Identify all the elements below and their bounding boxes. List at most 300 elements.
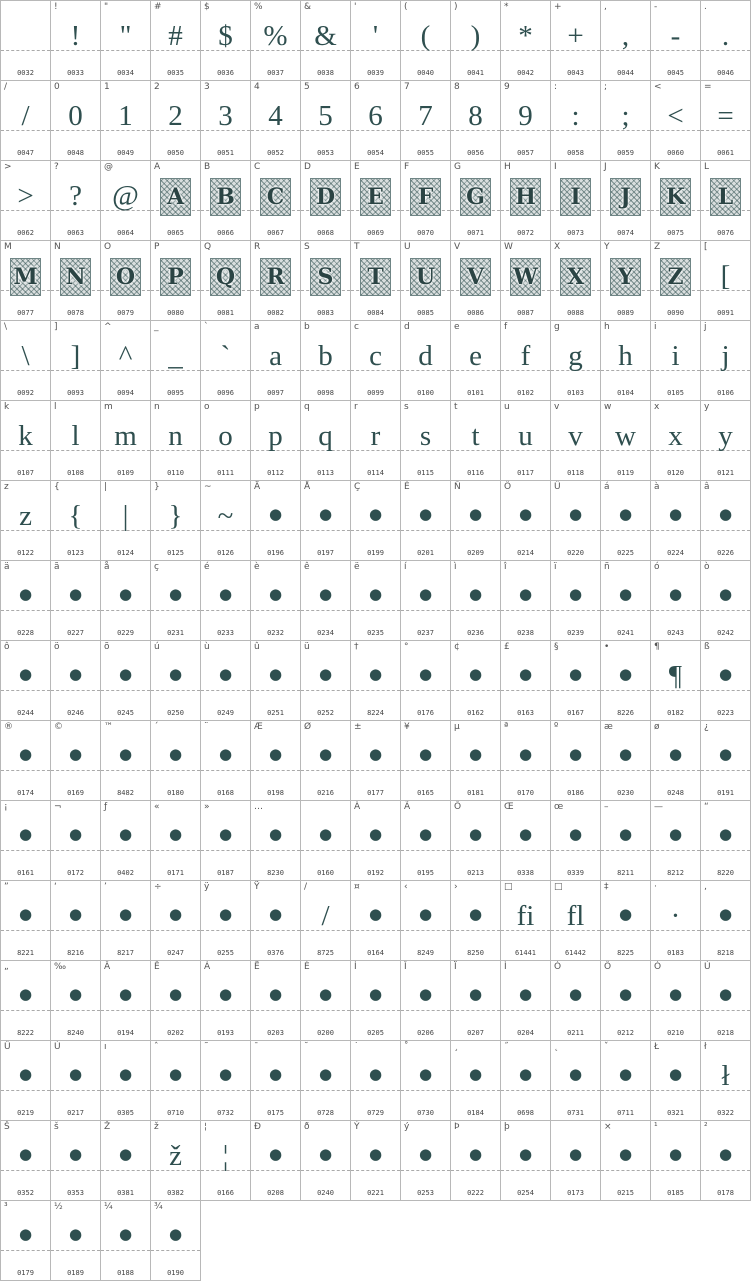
missing-glyph-dot: ● xyxy=(18,1065,33,1083)
glyph-key-label: £ xyxy=(504,642,510,652)
glyph-cell xyxy=(651,721,701,801)
glyph-key-label: □ xyxy=(554,882,563,892)
glyph-code: 8249 xyxy=(417,949,434,957)
glyph-key-label: Ð xyxy=(254,1122,261,1132)
baseline-guide xyxy=(1,850,50,851)
missing-glyph-dot: ● xyxy=(418,585,433,603)
glyph-code: 0105 xyxy=(667,389,684,397)
baseline-guide xyxy=(351,530,400,531)
glyph-cell xyxy=(601,641,651,721)
glyph-code: 0238 xyxy=(517,629,534,637)
glyph-sample: fl xyxy=(566,900,585,932)
glyph-cell xyxy=(551,801,601,881)
glyph-cell xyxy=(51,1,101,81)
glyph-code: 0116 xyxy=(467,469,484,477)
glyph-code: 0095 xyxy=(167,389,184,397)
glyph-code: 0069 xyxy=(367,229,384,237)
decorative-capital-glyph: Y xyxy=(610,258,641,296)
glyph-code: 0078 xyxy=(67,309,84,317)
missing-glyph-dot: ● xyxy=(518,745,533,763)
baseline-guide xyxy=(551,610,600,611)
glyph-key-label: ’ xyxy=(104,882,107,892)
glyph-key-label: ¿ xyxy=(704,722,709,732)
missing-glyph-dot: ● xyxy=(468,985,483,1003)
glyph-code: 0040 xyxy=(417,69,434,77)
glyph-code: 8226 xyxy=(617,709,634,717)
baseline-guide xyxy=(651,530,700,531)
glyph-key-label: 6 xyxy=(354,82,360,92)
missing-glyph-dot: ● xyxy=(568,1065,583,1083)
glyph-cell xyxy=(651,161,701,241)
glyph-cell xyxy=(451,1041,501,1121)
missing-glyph-dot: ● xyxy=(18,585,33,603)
missing-glyph-dot: ● xyxy=(718,905,733,923)
glyph-cell xyxy=(151,81,201,161)
glyph-sample: p xyxy=(268,420,283,452)
missing-glyph-dot: ● xyxy=(18,665,33,683)
glyph-cell xyxy=(651,1,701,81)
glyph-cell xyxy=(401,1121,451,1201)
baseline-guide xyxy=(1,1010,50,1011)
glyph-code: 0175 xyxy=(267,1109,284,1117)
glyph-cell xyxy=(701,81,751,161)
glyph-code: 8230 xyxy=(267,869,284,877)
glyph-code: 0181 xyxy=(467,789,484,797)
glyph-cell xyxy=(201,1,251,81)
glyph-key-label: • xyxy=(604,642,610,652)
baseline-guide xyxy=(401,770,450,771)
glyph-cell xyxy=(51,321,101,401)
missing-glyph-dot: ● xyxy=(118,1065,133,1083)
glyph-code: 0037 xyxy=(267,69,284,77)
glyph-cell xyxy=(601,241,651,321)
missing-glyph-dot: ● xyxy=(668,1065,683,1083)
glyph-cell xyxy=(251,321,301,401)
glyph-cell xyxy=(351,241,401,321)
glyph-cell xyxy=(251,1121,301,1201)
glyph-cell xyxy=(251,881,301,961)
decorative-capital-glyph: M xyxy=(10,258,41,296)
glyph-sample: & xyxy=(314,20,337,52)
glyph-key-label: Ë xyxy=(254,962,260,972)
baseline-guide xyxy=(601,930,650,931)
glyph-cell xyxy=(1,641,51,721)
decorative-capital-glyph: W xyxy=(510,258,541,296)
glyph-key-label: M xyxy=(4,242,12,252)
glyph-code: 0075 xyxy=(667,229,684,237)
baseline-guide xyxy=(1,1250,50,1251)
glyph-code: 8240 xyxy=(67,1029,84,1037)
glyph-key-label: s xyxy=(404,402,409,412)
glyph-code: 0711 xyxy=(617,1109,634,1117)
glyph-cell xyxy=(451,961,501,1041)
missing-glyph-dot: ● xyxy=(268,825,283,843)
glyph-code: 0114 xyxy=(367,469,384,477)
glyph-key-label: P xyxy=(154,242,160,252)
glyph-key-label: ð xyxy=(304,1122,310,1132)
missing-glyph-dot: ● xyxy=(318,985,333,1003)
glyph-key-label: Ï xyxy=(454,962,457,972)
glyph-code: 0382 xyxy=(167,1189,184,1197)
glyph-key-label: q xyxy=(304,402,310,412)
glyph-key-label: | xyxy=(104,482,108,492)
glyph-cell xyxy=(101,401,151,481)
glyph-key-label: 3 xyxy=(204,82,210,92)
glyph-code: 0065 xyxy=(167,229,184,237)
glyph-key-label: ž xyxy=(154,1122,159,1132)
glyph-cell xyxy=(651,401,701,481)
decorative-capital-glyph: P xyxy=(160,258,191,296)
baseline-guide xyxy=(351,850,400,851)
glyph-cell xyxy=(401,1041,451,1121)
glyph-cell xyxy=(651,1041,701,1121)
glyph-cell xyxy=(601,81,651,161)
glyph-code: 0728 xyxy=(317,1109,334,1117)
glyph-code: 0253 xyxy=(417,1189,434,1197)
glyph-code: 0049 xyxy=(117,149,134,157)
glyph-key-label: u xyxy=(504,402,510,412)
glyph-code: 0168 xyxy=(217,789,234,797)
glyph-cell xyxy=(551,81,601,161)
glyph-key-label: V xyxy=(454,242,461,252)
glyph-code: 0098 xyxy=(317,389,334,397)
glyph-key-label: × xyxy=(604,1122,612,1132)
glyph-cell xyxy=(301,561,351,641)
glyph-key-label: õ xyxy=(104,642,110,652)
glyph-sample: ! xyxy=(70,20,81,52)
glyph-key-label: „ xyxy=(4,962,9,972)
glyph-cell xyxy=(651,801,701,881)
glyph-sample: fi xyxy=(516,900,535,932)
glyph-key-label: è xyxy=(254,562,260,572)
glyph-key-label: ˇ xyxy=(604,1042,609,1052)
glyph-key-label: ¶ xyxy=(654,642,660,652)
glyph-key-label: ¼ xyxy=(104,1202,113,1212)
glyph-cell xyxy=(201,961,251,1041)
glyph-cell xyxy=(301,1121,351,1201)
glyph-cell xyxy=(301,401,351,481)
glyph-cell xyxy=(101,81,151,161)
glyph-key-label: n xyxy=(154,402,160,412)
glyph-key-label: Å xyxy=(304,482,311,492)
missing-glyph-dot: ● xyxy=(268,1065,283,1083)
glyph-key-label: e xyxy=(454,322,460,332)
decorative-capital-glyph: N xyxy=(60,258,91,296)
glyph-code: 0125 xyxy=(167,549,184,557)
baseline-guide xyxy=(701,690,750,691)
glyph-cell xyxy=(401,801,451,881)
glyph-cell xyxy=(201,881,251,961)
baseline-guide xyxy=(101,1250,150,1251)
glyph-cell xyxy=(151,1121,201,1201)
baseline-guide xyxy=(501,1170,550,1171)
glyph-key-label: % xyxy=(254,2,263,12)
glyph-code: 0080 xyxy=(167,309,184,317)
baseline-guide xyxy=(251,690,300,691)
glyph-code: 0322 xyxy=(717,1109,734,1117)
missing-glyph-dot: ● xyxy=(218,825,233,843)
glyph-sample: . xyxy=(721,20,730,52)
missing-glyph-dot: ● xyxy=(718,1145,733,1163)
glyph-sample: · xyxy=(670,900,681,932)
glyph-code: 0710 xyxy=(167,1109,184,1117)
glyph-code: 0166 xyxy=(217,1189,234,1197)
glyph-sample: : xyxy=(571,100,580,132)
glyph-cell xyxy=(601,881,651,961)
glyph-cell xyxy=(251,401,301,481)
baseline-guide xyxy=(151,930,200,931)
glyph-cell xyxy=(101,1121,151,1201)
glyph-cell xyxy=(551,1,601,81)
glyph-cell xyxy=(401,81,451,161)
missing-glyph-dot: ● xyxy=(468,745,483,763)
glyph-cell xyxy=(701,1121,751,1201)
glyph-key-label: z xyxy=(4,482,9,492)
glyph-key-label: ° xyxy=(404,642,409,652)
missing-glyph-dot: ● xyxy=(468,505,483,523)
glyph-cell xyxy=(151,1041,201,1121)
glyph-key-label: – xyxy=(604,802,609,812)
glyph-key-label: › xyxy=(454,882,458,892)
glyph-key-label: Ö xyxy=(504,482,512,492)
glyph-code: 61441 xyxy=(514,949,537,957)
glyph-key-label: 7 xyxy=(404,82,410,92)
glyph-code: 0123 xyxy=(67,549,84,557)
glyph-key-label: Ü xyxy=(554,482,561,492)
missing-glyph-dot: ● xyxy=(618,985,633,1003)
glyph-cell xyxy=(551,1041,601,1121)
missing-glyph-dot: ● xyxy=(268,745,283,763)
glyph-sample: " xyxy=(119,20,132,52)
glyph-key-label: L xyxy=(704,162,710,172)
glyph-cell xyxy=(401,1,451,81)
missing-glyph-dot: ● xyxy=(318,585,333,603)
glyph-key-label: û xyxy=(254,642,260,652)
glyph-key-label: ¹ xyxy=(654,1122,658,1132)
missing-glyph-dot: ● xyxy=(218,665,233,683)
glyph-key-label: w xyxy=(604,402,612,412)
glyph-cell xyxy=(351,881,401,961)
decorative-capital-glyph: Q xyxy=(210,258,241,296)
glyph-code: 0089 xyxy=(617,309,634,317)
glyph-key-label: b xyxy=(304,322,310,332)
glyph-key-label: é xyxy=(204,562,210,572)
baseline-guide xyxy=(651,850,700,851)
glyph-cell xyxy=(101,881,151,961)
glyph-key-label: Þ xyxy=(454,1122,460,1132)
missing-glyph-dot: ● xyxy=(718,825,733,843)
glyph-cell xyxy=(651,561,701,641)
glyph-key-label: - xyxy=(654,2,658,12)
glyph-sample: l xyxy=(71,420,80,452)
glyph-key-label: ˚ xyxy=(404,1042,409,1052)
glyph-cell xyxy=(701,961,751,1041)
glyph-key-label: ¡ xyxy=(4,802,8,812)
glyph-code: 0240 xyxy=(317,1189,334,1197)
missing-glyph-dot: ● xyxy=(418,905,433,923)
glyph-code: 8225 xyxy=(617,949,634,957)
missing-glyph-dot: ● xyxy=(318,665,333,683)
glyph-key-label: ¾ xyxy=(154,1202,163,1212)
missing-glyph-dot: ● xyxy=(568,665,583,683)
glyph-cell xyxy=(651,241,701,321)
missing-glyph-dot: ● xyxy=(668,505,683,523)
glyph-sample: 9 xyxy=(518,100,533,132)
missing-glyph-dot: ● xyxy=(618,505,633,523)
glyph-cell xyxy=(1,721,51,801)
glyph-cell xyxy=(601,1,651,81)
glyph-key-label: = xyxy=(704,82,712,92)
glyph-key-label: ± xyxy=(354,722,362,732)
glyph-key-label: º xyxy=(554,722,559,732)
glyph-cell xyxy=(301,801,351,881)
baseline-guide xyxy=(701,1010,750,1011)
glyph-key-label: ç xyxy=(154,562,159,572)
glyph-key-label: Œ xyxy=(504,802,514,812)
missing-glyph-dot: ● xyxy=(68,585,83,603)
missing-glyph-dot: ● xyxy=(368,825,383,843)
glyph-code: 8222 xyxy=(17,1029,34,1037)
glyph-key-label: o xyxy=(204,402,210,412)
glyph-sample: > xyxy=(17,180,34,212)
glyph-key-label: Ú xyxy=(704,962,711,972)
glyph-cell xyxy=(151,641,201,721)
missing-glyph-dot: ● xyxy=(468,585,483,603)
glyph-code: 0729 xyxy=(367,1109,384,1117)
missing-glyph-dot: ● xyxy=(118,905,133,923)
glyph-key-label: ó xyxy=(654,562,660,572)
glyph-code: 0231 xyxy=(167,629,184,637)
baseline-guide xyxy=(151,690,200,691)
glyph-cell xyxy=(501,241,551,321)
glyph-key-label: À xyxy=(354,802,361,812)
glyph-key-label: ı xyxy=(104,1042,107,1052)
baseline-guide xyxy=(351,1090,400,1091)
baseline-guide xyxy=(201,610,250,611)
glyph-sample: x xyxy=(668,420,683,452)
glyph-cell xyxy=(351,81,401,161)
missing-glyph-dot: ● xyxy=(668,745,683,763)
glyph-key-label: U xyxy=(404,242,411,252)
missing-glyph-dot: ● xyxy=(568,985,583,1003)
glyph-sample: { xyxy=(68,500,83,532)
glyph-code: 0096 xyxy=(217,389,234,397)
glyph-code: 0189 xyxy=(67,1269,84,1277)
glyph-key-label: ë xyxy=(354,562,360,572)
glyph-key-label: ‚ xyxy=(704,882,707,892)
glyph-code: 0072 xyxy=(517,229,534,237)
missing-glyph-dot: ● xyxy=(268,985,283,1003)
missing-glyph-dot: ● xyxy=(168,825,183,843)
glyph-cell xyxy=(101,481,151,561)
glyph-cell xyxy=(101,801,151,881)
baseline-guide xyxy=(701,930,750,931)
glyph-key-label: r xyxy=(354,402,358,412)
baseline-guide xyxy=(301,850,350,851)
glyph-cell xyxy=(51,161,101,241)
glyph-key-label: ª xyxy=(504,722,509,732)
glyph-sample: y xyxy=(718,420,733,452)
glyph-code: 0402 xyxy=(117,869,134,877)
glyph-code: 0103 xyxy=(567,389,584,397)
glyph-code: 0250 xyxy=(167,709,184,717)
glyph-key-label: … xyxy=(254,802,263,812)
glyph-key-label: { xyxy=(54,482,60,492)
glyph-sample: @ xyxy=(112,180,139,212)
glyph-sample: w xyxy=(615,420,636,452)
glyph-code: 0102 xyxy=(517,389,534,397)
glyph-cell xyxy=(501,561,551,641)
glyph-code: 8221 xyxy=(17,949,34,957)
baseline-guide xyxy=(401,1170,450,1171)
glyph-cell xyxy=(451,401,501,481)
glyph-code: 8216 xyxy=(67,949,84,957)
glyph-key-label: ˝ xyxy=(504,1042,509,1052)
glyph-key-label: š xyxy=(54,1122,59,1132)
glyph-cell xyxy=(251,1041,301,1121)
missing-glyph-dot: ● xyxy=(118,585,133,603)
glyph-cell xyxy=(501,1041,551,1121)
glyph-code: 61442 xyxy=(564,949,587,957)
glyph-cell xyxy=(351,401,401,481)
glyph-sample: ` xyxy=(220,340,231,372)
glyph-code: 0186 xyxy=(567,789,584,797)
glyph-key-label: Ò xyxy=(654,962,662,972)
baseline-guide xyxy=(651,1170,700,1171)
glyph-code: 0243 xyxy=(667,629,684,637)
glyph-sample: 3 xyxy=(218,100,233,132)
glyph-sample xyxy=(1,16,50,56)
glyph-key-label: ' xyxy=(354,2,357,12)
glyph-code: 0192 xyxy=(367,869,384,877)
glyph-key-label: ! xyxy=(54,2,58,12)
glyph-key-label: Ç xyxy=(354,482,361,492)
missing-glyph-dot: ● xyxy=(268,665,283,683)
glyph-code: 0042 xyxy=(517,69,534,77)
glyph-cell xyxy=(51,401,101,481)
glyph-sample: ^ xyxy=(118,340,133,372)
baseline-guide xyxy=(51,610,100,611)
glyph-key-label: O xyxy=(104,242,112,252)
glyph-key-label: ® xyxy=(4,722,13,732)
baseline-guide xyxy=(251,1170,300,1171)
glyph-cell xyxy=(551,161,601,241)
glyph-key-label: ~ xyxy=(204,482,212,492)
glyph-cell xyxy=(251,801,301,881)
glyph-sample: ł xyxy=(721,1060,730,1092)
glyph-cell xyxy=(101,561,151,641)
glyph-key-label: Ù xyxy=(54,1042,61,1052)
glyph-key-label: t xyxy=(454,402,458,412)
glyph-key-label: Ê xyxy=(154,962,160,972)
glyph-key-label: ‹ xyxy=(404,882,408,892)
glyph-code: 0074 xyxy=(617,229,634,237)
glyph-key-label: Í xyxy=(354,962,357,972)
glyph-sample: 0 xyxy=(68,100,83,132)
glyph-key-label: J xyxy=(604,162,607,172)
glyph-cell xyxy=(401,881,451,961)
glyph-key-label: ˆ xyxy=(154,1042,159,1052)
baseline-guide xyxy=(51,1250,100,1251)
glyph-code: 0219 xyxy=(17,1109,34,1117)
glyph-cell xyxy=(101,321,151,401)
glyph-cell xyxy=(651,641,701,721)
glyph-sample: k xyxy=(18,420,33,452)
glyph-code: 0180 xyxy=(167,789,184,797)
glyph-key-label: 4 xyxy=(254,82,260,92)
glyph-cell xyxy=(551,721,601,801)
glyph-cell xyxy=(51,801,101,881)
